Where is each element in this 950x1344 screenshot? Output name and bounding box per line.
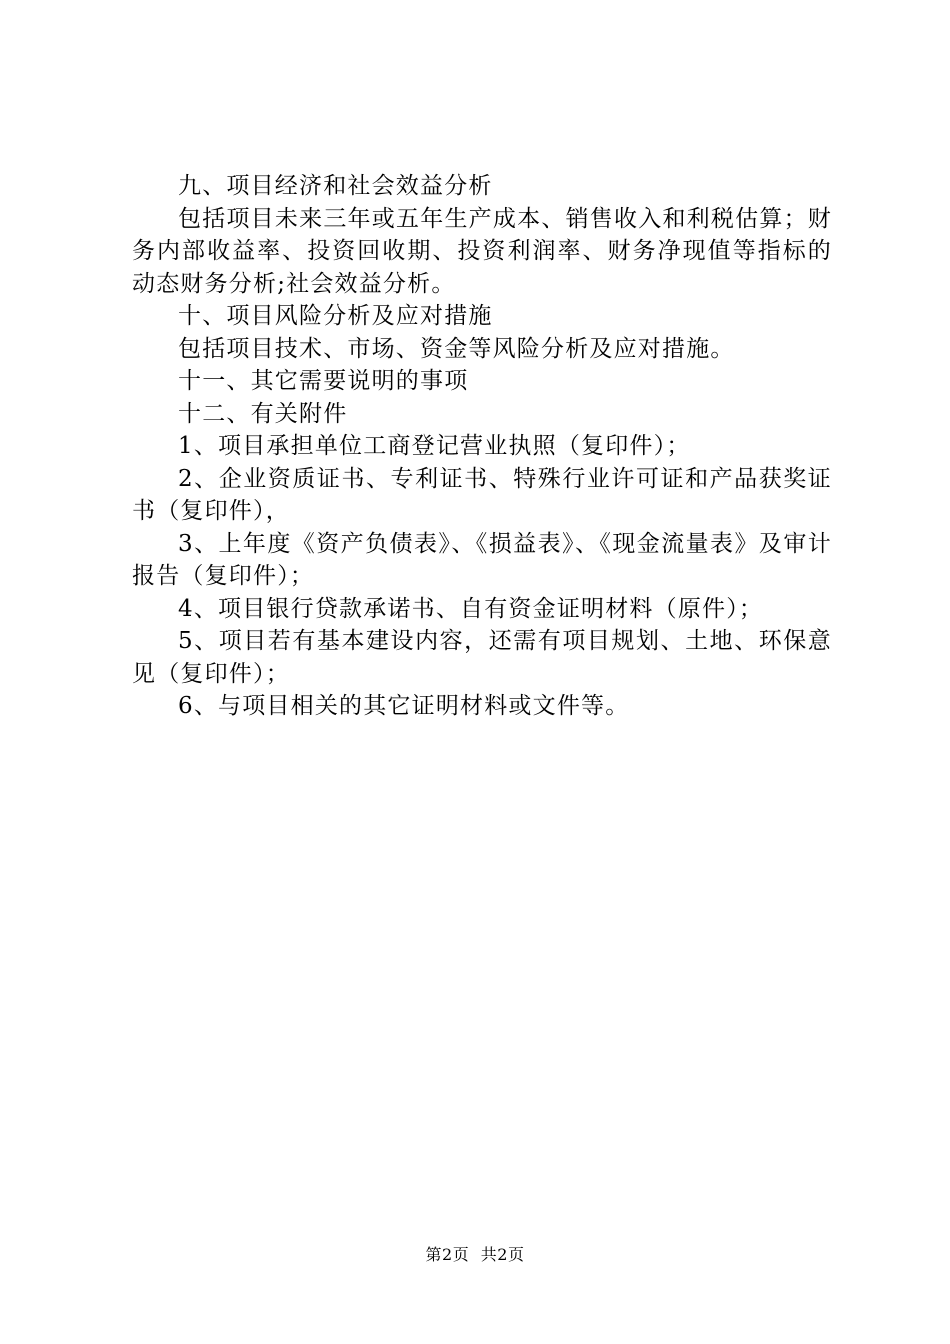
section-heading-ten: 十、项目风险分析及应对措施 <box>178 303 493 329</box>
attachment-item-5: 5、项目若有基本建设内容，还需有项目规划、土地、环保意见（复印件）； <box>132 628 832 687</box>
attachment-item-4: 4、项目银行贷款承诺书、自有资金证明材料（原件）； <box>178 595 764 622</box>
document-body <box>132 170 832 723</box>
page-number: 第2页 <box>425 1245 470 1264</box>
attachment-item-2: 2、企业资质证书、专利证书、特殊行业许可证和产品获奖证书（复印件）， <box>132 465 832 524</box>
paragraph-risk-analysis: 包括项目技术、市场、资金等风险分析及应对措施。 <box>178 335 735 362</box>
section-heading-nine: 九、项目经济和社会效益分析 <box>178 173 493 199</box>
paragraph-economic-analysis: 包括项目未来三年或五年生产成本、销售收入和利税估算；财务内部收益率、投资回收期、投资利润率、财务净现值等指标的动态财务分析;社会效益分析。 <box>132 205 832 297</box>
section-heading-eleven: 十一、其它需要说明的事项 <box>178 368 469 394</box>
page-footer <box>0 1242 950 1265</box>
attachment-item-6: 6、与项目相关的其它证明材料或文件等。 <box>178 693 630 719</box>
attachment-item-3: 3、上年度《资产负债表》、《损益表》、《现金流量表》及审计报告（复印件）； <box>132 530 832 589</box>
attachment-item-1: 1、项目承担单位工商登记营业执照（复印件）； <box>178 433 691 459</box>
section-heading-twelve: 十二、有关附件 <box>178 400 348 427</box>
total-pages: 共2页 <box>480 1245 525 1264</box>
